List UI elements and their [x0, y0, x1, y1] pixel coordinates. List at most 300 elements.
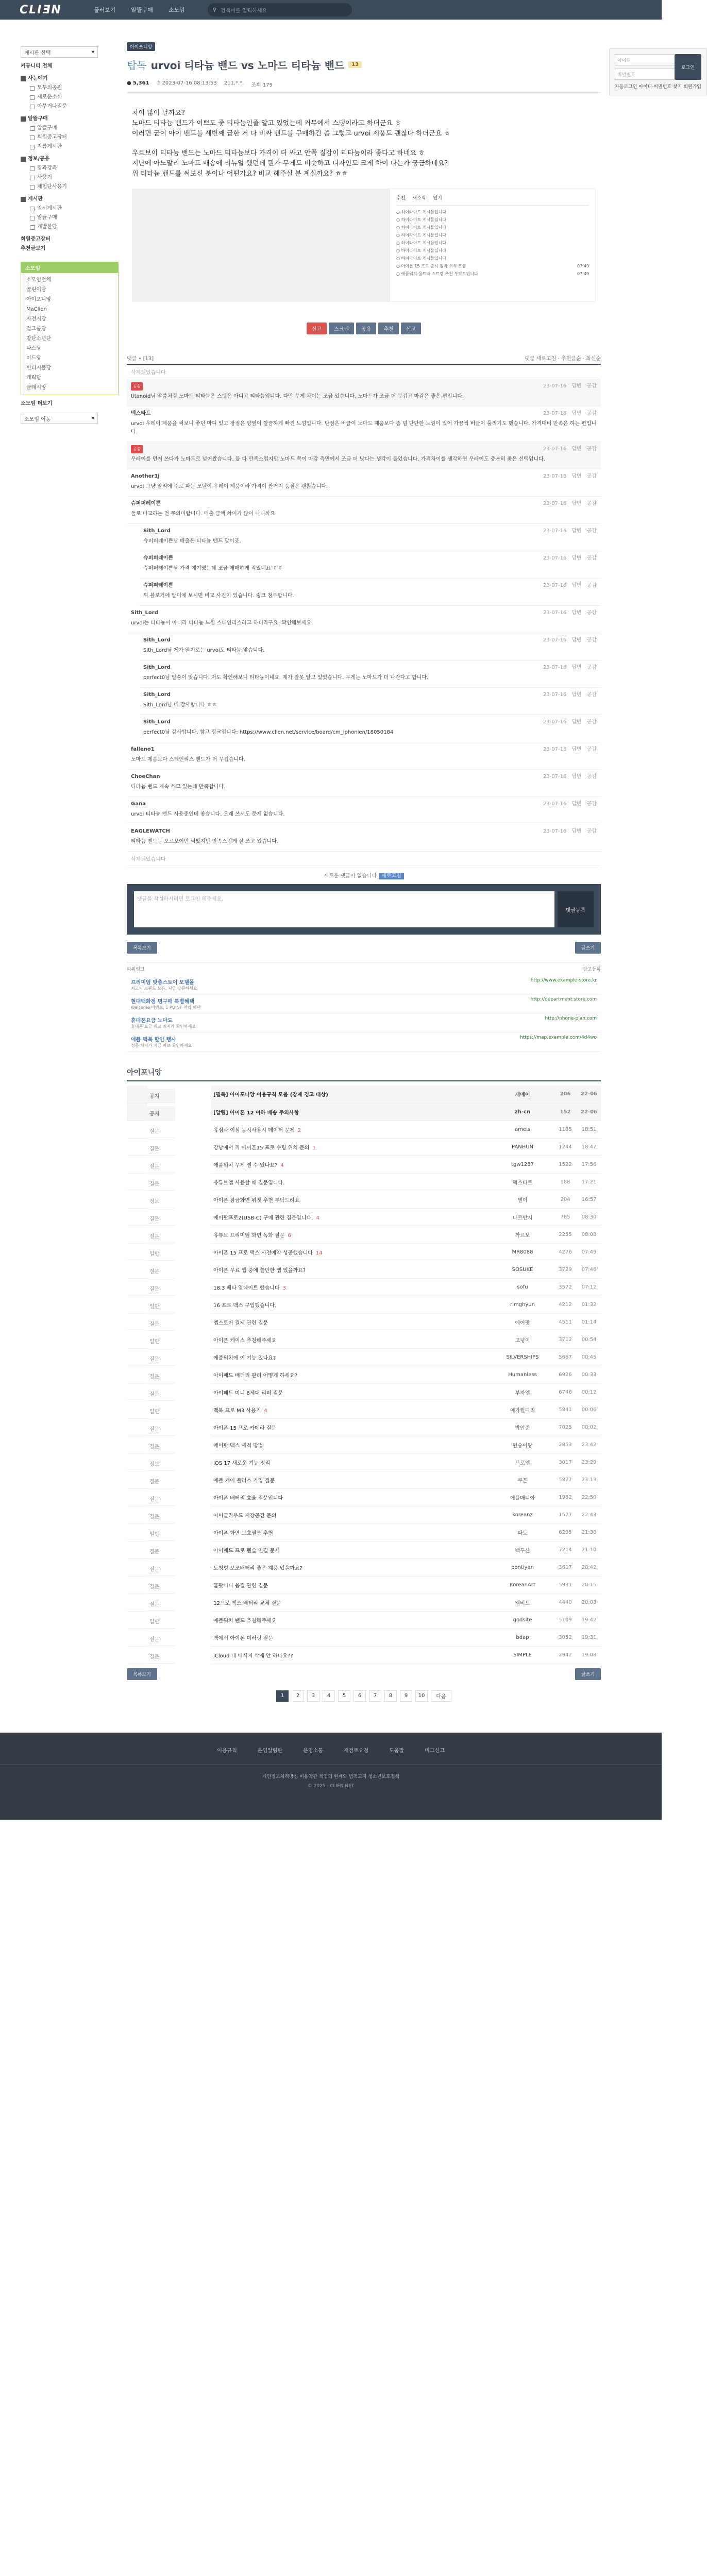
sidebar-category[interactable] [21, 114, 119, 124]
row-number [127, 1348, 147, 1366]
playlist-item[interactable] [396, 224, 589, 231]
comment-author[interactable]: Sith_Lord [131, 610, 158, 616]
row-author[interactable]: 쿠폰 [492, 1471, 553, 1488]
row-author[interactable]: 까르보 [492, 1226, 553, 1243]
table-row[interactable] [127, 1383, 601, 1401]
comments-sort[interactable]: 댓글 새로고침 · 추천글순 · 최신순 [525, 356, 601, 362]
ad-info[interactable]: 광고등록 [583, 967, 601, 972]
nav-groups[interactable]: 소모임 [168, 7, 185, 13]
footer-link[interactable]: 운영소통 [303, 1748, 323, 1754]
write-button[interactable]: 글쓰기 [575, 1668, 601, 1680]
row-number [127, 1576, 147, 1594]
row-title[interactable] [211, 1436, 492, 1453]
page-button[interactable]: 3 [307, 1690, 319, 1702]
row-title[interactable] [211, 1173, 492, 1191]
table-row[interactable] [127, 1086, 601, 1103]
table-row[interactable] [127, 1453, 601, 1471]
reply-button[interactable]: 답변 [571, 610, 582, 616]
playlist-item[interactable] [396, 231, 589, 239]
playlist-item-title: ○ 애플워치 울트라 스트랩 추천 부탁드립니다 [396, 272, 478, 276]
group-item[interactable]: 골린이당 [26, 287, 46, 293]
comment-author[interactable]: Sith_Lord [143, 528, 171, 534]
join-link[interactable]: 회원가입 [683, 84, 701, 90]
group-select[interactable]: 소모임 이동 ▾ [21, 413, 98, 424]
row-author[interactable]: pontiyan [492, 1558, 553, 1576]
group-item[interactable]: 방탄소년단 [26, 336, 52, 342]
row-title-text[interactable]: 애플 케어 플러스 가입 질문 [213, 1478, 275, 1484]
row-title-text[interactable]: 애플워치에 이 기능 있나요? [213, 1355, 276, 1361]
table-row[interactable] [127, 1488, 601, 1506]
table-row[interactable] [127, 1418, 601, 1436]
comment-author[interactable]: ChoeChan [131, 774, 160, 779]
page-button[interactable]: 1 [276, 1690, 289, 1702]
like-button[interactable]: 공감 [586, 501, 597, 506]
refresh-button[interactable]: 새로고침 [379, 873, 404, 879]
list-button[interactable]: 목록보기 [127, 1668, 157, 1680]
row-title[interactable] [211, 1646, 492, 1664]
page-button[interactable]: 6 [354, 1690, 366, 1702]
ad-title[interactable]: 휴대폰요금 노마드 [131, 1018, 173, 1024]
row-title-text[interactable]: 아이패드 프로 펜슬 연결 문제 [213, 1548, 280, 1554]
login-id-input[interactable]: 아이디 [615, 54, 677, 65]
table-row[interactable] [127, 1401, 601, 1418]
comment-author[interactable]: 슈퍼퍼레이쁜 [143, 583, 173, 588]
footer-link[interactable]: 이용규칙 [217, 1748, 237, 1754]
row-views: 1982 [553, 1488, 577, 1506]
group-item[interactable]: 캐릭당 [26, 375, 41, 381]
page-button[interactable]: 5 [338, 1690, 350, 1702]
row-author[interactable]: SOSUKE [492, 1261, 553, 1278]
row-title[interactable] [211, 1471, 492, 1488]
sidebar-item[interactable] [21, 93, 119, 102]
groups-more[interactable]: 소모임 더보기 [21, 401, 53, 406]
table-row[interactable] [127, 1138, 601, 1156]
group-item[interactable]: MaClien [26, 307, 47, 312]
row-author[interactable]: 엘비트 [492, 1594, 553, 1611]
group-item[interactable]: 소모임전체 [26, 277, 52, 283]
comment [139, 715, 601, 742]
row-title[interactable] [211, 1611, 492, 1629]
row-views: 4511 [553, 1313, 577, 1331]
like-button[interactable]: 공감 [586, 528, 597, 534]
row-title-text[interactable]: iOS 17 새로운 기능 정리 [213, 1460, 271, 1466]
sidebar-item[interactable] [21, 164, 119, 173]
comment-author[interactable]: Sith_Lord [143, 637, 171, 643]
row-title-text[interactable]: 아이폰 화면 보호필름 추천 [213, 1530, 273, 1536]
table-row[interactable] [127, 1436, 601, 1453]
playlist-item[interactable] [396, 247, 589, 255]
ad-title[interactable]: 애플 맥북 할인 행사 [131, 1037, 176, 1043]
reply-button[interactable]: 답변 [571, 828, 582, 834]
row-author[interactable]: 고녕이 [492, 1331, 553, 1348]
table-row[interactable] [127, 1313, 601, 1331]
row-author[interactable]: KoreanArt [492, 1576, 553, 1594]
sidebar-item[interactable] [21, 173, 119, 182]
video-placeholder[interactable] [132, 189, 390, 301]
find-account-link[interactable]: 아이디·비밀번호 찾기 [638, 84, 682, 90]
row-title-text[interactable]: 맥북 프로 M3 사용기 [213, 1408, 261, 1414]
checkbox-icon [30, 135, 35, 140]
row-title[interactable] [211, 1383, 492, 1401]
sidebar-item[interactable] [21, 102, 119, 111]
row-title-text[interactable]: 에어팟 맥스 세척 방법 [213, 1443, 263, 1449]
sidebar-item[interactable] [21, 133, 119, 142]
table-row[interactable] [127, 1296, 601, 1313]
row-author[interactable]: SILVERSHIPS [492, 1348, 553, 1366]
row-author[interactable]: rlmghyun [492, 1296, 553, 1313]
row-title[interactable] [211, 1506, 492, 1523]
sidebar-item-label: 아무거나질문 [37, 104, 67, 109]
row-author[interactable]: Humanless [492, 1366, 553, 1383]
reply-button[interactable]: 답변 [571, 665, 582, 670]
row-author[interactable]: 예가릴디리 [492, 1401, 553, 1418]
like-button[interactable]: 공감 [586, 692, 597, 698]
row-author[interactable]: MR8088 [492, 1243, 553, 1261]
reply-button[interactable]: 답변 [571, 583, 582, 588]
reply-button[interactable]: 답변 [571, 774, 582, 779]
alert-button[interactable]: 신고 [401, 323, 421, 334]
row-title[interactable] [211, 1523, 492, 1541]
board-tag[interactable]: 아이포니앙 [127, 42, 155, 51]
playlist-item[interactable] [396, 208, 589, 216]
comment-author[interactable]: Sith_Lord [143, 665, 171, 670]
sidebar-item[interactable] [21, 213, 119, 223]
playlist-item[interactable] [396, 216, 589, 224]
ad-item[interactable] [127, 975, 601, 994]
row-title-text[interactable]: 아이패드 미니 6세대 리퍼 질문 [213, 1390, 283, 1396]
like-button[interactable]: 공감 [586, 411, 597, 416]
ad-item[interactable] [127, 1032, 601, 1052]
row-title[interactable] [211, 1226, 492, 1243]
row-author[interactable]: 박안준 [492, 1418, 553, 1436]
like-button[interactable]: 공감 [586, 774, 597, 779]
row-title-text[interactable]: 유심과 이심 동시사용시 데이터 문제 [213, 1127, 295, 1133]
comment-author[interactable]: falleno1 [131, 747, 155, 752]
row-author[interactable]: 부자앱 [492, 1383, 553, 1401]
row-title[interactable] [211, 1261, 492, 1278]
row-title[interactable] [211, 1243, 492, 1261]
row-author[interactable]: 맥스타트 [492, 1173, 553, 1191]
reply-button[interactable]: 답변 [571, 637, 582, 643]
list-button[interactable]: 목록보기 [127, 942, 157, 954]
row-title[interactable] [211, 1348, 492, 1366]
playlist-item[interactable] [396, 239, 589, 247]
reply-button[interactable]: 답변 [571, 501, 582, 506]
group-item[interactable]: 미드당 [26, 355, 41, 361]
row-title-text[interactable]: 16 프로 맥스 구입했습니다. [213, 1302, 277, 1309]
comment-author[interactable]: Another1j [131, 473, 160, 479]
reply-button[interactable]: 답변 [571, 473, 582, 479]
page-button[interactable]: 10 [415, 1690, 428, 1702]
sidebar-item[interactable] [21, 223, 119, 232]
sidebar-category[interactable] [21, 155, 119, 164]
table-row[interactable] [127, 1471, 601, 1488]
like-button[interactable]: 공감 [586, 446, 597, 452]
comment-textarea[interactable]: 댓글을 작성하시려면 로그인 해주세요. [134, 891, 554, 927]
tab-popular[interactable]: 인기 [433, 196, 442, 201]
logo[interactable]: CLIƎN [20, 3, 62, 16]
row-title[interactable] [211, 1366, 492, 1383]
sidebar-item[interactable] [21, 124, 119, 133]
table-row[interactable] [127, 1331, 601, 1348]
row-title-text[interactable]: 에어팟프로2(USB-C) 구매 관련 질문입니다. [213, 1215, 313, 1221]
row-title[interactable] [211, 1103, 492, 1121]
table-row[interactable] [127, 1226, 601, 1243]
login-pw-input[interactable]: 비밀번호 [615, 69, 677, 80]
like-button[interactable]: 공감 [586, 473, 597, 479]
reply-button[interactable]: 답변 [571, 692, 582, 698]
sidebar-category[interactable] [21, 74, 119, 83]
ad-url[interactable]: https://map.example.com/4d4wo [519, 1035, 597, 1040]
row-author[interactable]: koreanz [492, 1506, 553, 1523]
row-title-text[interactable]: iCloud 내 메시지 삭제 안 하나요?? [213, 1653, 293, 1659]
report-button[interactable]: 신고 [307, 323, 327, 334]
row-title-text[interactable]: 아이클라우드 저장공간 문의 [213, 1513, 277, 1519]
row-views: 4212 [553, 1296, 577, 1313]
row-author[interactable]: sofu [492, 1278, 553, 1296]
row-title-text[interactable]: 아이폰 15 프로 카메라 질문 [213, 1425, 277, 1431]
comment-author[interactable]: 슈퍼퍼레이쁜 [143, 555, 173, 561]
row-author[interactable]: SIMPLE [492, 1646, 553, 1664]
row-author[interactable]: 재매이 [492, 1086, 553, 1103]
footer-link[interactable]: 운영알림판 [257, 1748, 283, 1754]
row-title[interactable] [211, 1191, 492, 1208]
row-title-text[interactable]: 아이폰 케이스 추천해주세요 [213, 1337, 277, 1344]
row-title-text[interactable]: 애플워치 무게 잴 수 있나요? [213, 1162, 278, 1168]
row-title-text[interactable]: 아이폰 15 프로 맥스 사전예약 성공했습니다 [213, 1250, 313, 1256]
row-title-text[interactable]: 아이폰 배터리 효율 질문입니다 [213, 1495, 283, 1501]
table-row[interactable] [127, 1156, 601, 1173]
like-button[interactable]: 공감 [586, 555, 597, 561]
board-select[interactable]: 게시판 선택 ▾ [21, 46, 98, 58]
row-title[interactable] [211, 1401, 492, 1418]
sidebar-item[interactable] [21, 83, 119, 93]
like-button[interactable]: 공감 [586, 828, 597, 834]
row-title-text[interactable]: 강남에서 직 아이폰15 프로 수령 위치 문의 [213, 1145, 310, 1151]
table-row[interactable] [127, 1646, 601, 1664]
group-item[interactable]: 나스당 [26, 346, 41, 351]
row-title[interactable] [211, 1594, 492, 1611]
like-button[interactable]: 공감 [586, 747, 597, 752]
table-row[interactable] [127, 1594, 601, 1611]
sidebar-home[interactable]: 커뮤니티 전체 [21, 63, 53, 69]
scrap-button[interactable]: 스크랩 [329, 323, 354, 334]
group-item[interactable]: 자전거당 [26, 316, 46, 322]
ad-url[interactable]: http://department.store.com [530, 997, 597, 1002]
table-row[interactable] [127, 1103, 601, 1121]
row-title-text[interactable]: 아이폰 잠금화면 위젯 추천 부탁드려요 [213, 1197, 300, 1204]
row-title[interactable] [211, 1296, 492, 1313]
like-button[interactable]: 공감 [586, 665, 597, 670]
search-input[interactable] [208, 3, 352, 16]
sidebar-recommended[interactable]: 추천글보기 [21, 246, 46, 251]
reply-button[interactable]: 답변 [571, 383, 582, 389]
like-button[interactable]: 공감 [586, 801, 597, 807]
row-author[interactable]: ameis [492, 1121, 553, 1138]
row-title-text[interactable]: [알림] 아이폰 12 이하 배송 주의사항 [213, 1110, 299, 1116]
group-item[interactable]: 빈티지볼당 [26, 365, 52, 371]
reply-button[interactable]: 답변 [571, 446, 582, 452]
row-number [127, 1226, 147, 1243]
reply-button[interactable]: 답변 [571, 555, 582, 561]
reply-button[interactable]: 답변 [571, 747, 582, 752]
row-title-text[interactable]: 맥에서 아이폰 미러링 질문 [213, 1635, 273, 1641]
row-title[interactable] [211, 1313, 492, 1331]
row-author[interactable]: 별이 [492, 1191, 553, 1208]
table-row[interactable] [127, 1348, 601, 1366]
row-title-text[interactable]: [필독] 아이포니앙 이용규칙 모음 (강제 경고 대상) [213, 1092, 328, 1098]
table-row[interactable] [127, 1243, 601, 1261]
footer-link[interactable]: 버그신고 [425, 1748, 445, 1754]
sidebar-category[interactable] [21, 195, 119, 204]
footer-link[interactable]: 재검토요청 [343, 1748, 369, 1754]
row-author[interactable]: 파도 [492, 1523, 553, 1541]
playlist-item[interactable] [396, 262, 589, 270]
row-author[interactable]: zh-cn [492, 1103, 553, 1121]
ad-url[interactable]: http://www.example-store.kr [530, 978, 597, 983]
reply-button[interactable]: 답변 [571, 801, 582, 807]
comment-submit-button[interactable]: 댓글등록 [558, 891, 594, 927]
table-row[interactable] [127, 1278, 601, 1296]
sidebar-item[interactable] [21, 142, 119, 151]
row-author[interactable]: tgw1287 [492, 1156, 553, 1173]
like-button[interactable]: 공감 [586, 719, 597, 725]
ad-title[interactable]: 프리미엄 맞춤스토어 모델몰 [131, 980, 194, 986]
row-title-text[interactable]: 앱스토어 결제 관련 질문 [213, 1320, 268, 1326]
table-row[interactable] [127, 1558, 601, 1576]
reply-button[interactable]: 답변 [571, 719, 582, 725]
like-button[interactable]: 공감 [586, 610, 597, 616]
group-item[interactable]: 걸그룹당 [26, 326, 46, 332]
row-category: 일반 [147, 1614, 175, 1629]
row-author[interactable]: 나르반지 [492, 1208, 553, 1226]
comment-author[interactable]: Sith_Lord [143, 692, 171, 698]
reply-button[interactable]: 답변 [571, 528, 582, 534]
row-author[interactable]: 백두산 [492, 1541, 553, 1558]
tab-new[interactable]: 새소식 [412, 196, 426, 201]
row-title-text[interactable]: 애플워치 밴드 추천해주세요 [213, 1618, 277, 1624]
table-row[interactable] [127, 1506, 601, 1523]
table-row[interactable] [127, 1366, 601, 1383]
row-title[interactable] [211, 1208, 492, 1226]
table-row[interactable] [127, 1191, 601, 1208]
sidebar-item[interactable] [21, 182, 119, 192]
like-button[interactable]: 공감 [586, 637, 597, 643]
ad-url[interactable]: http://phone-plan.com [545, 1016, 597, 1021]
page-button[interactable]: 8 [384, 1690, 397, 1702]
row-title-text[interactable]: 아이폰 무료 앱 중에 쓸만한 앱 있을까요? [213, 1267, 306, 1274]
sidebar-item-label: 알뜰구매 [37, 215, 57, 221]
sidebar-item[interactable] [21, 204, 119, 213]
page-button[interactable]: 7 [369, 1690, 381, 1702]
comment-time: 23-07-16 [543, 501, 567, 506]
group-item[interactable]: 클래시앙 [26, 385, 46, 391]
row-title[interactable] [211, 1331, 492, 1348]
table-row[interactable] [127, 1629, 601, 1646]
sidebar-used-market[interactable]: 회원중고장터 [21, 236, 50, 242]
playlist-item[interactable] [396, 270, 589, 278]
like-button[interactable]: 공감 [586, 583, 597, 588]
row-title[interactable] [211, 1418, 492, 1436]
comment-author[interactable]: Sith_Lord [143, 719, 171, 725]
table-row[interactable] [127, 1576, 601, 1594]
row-author[interactable]: 프로앱 [492, 1453, 553, 1471]
ad-title[interactable]: 현대백화점 명구매 특별혜택 [131, 999, 194, 1005]
row-author[interactable]: 원숭이왕 [492, 1436, 553, 1453]
login-button[interactable]: 로그인 [675, 54, 701, 80]
page-button[interactable]: 4 [323, 1690, 335, 1702]
row-title[interactable] [211, 1488, 492, 1506]
comment-author[interactable]: EAGLEWATCH [131, 828, 171, 834]
tab-recommend[interactable]: 추천 [396, 196, 406, 201]
recommend-button[interactable]: 추천 [378, 323, 398, 334]
page-button[interactable]: 9 [400, 1690, 412, 1702]
playlist-item[interactable] [396, 255, 589, 262]
page-button[interactable]: 2 [292, 1690, 304, 1702]
row-title-text[interactable]: 유튜브 프리미엄 화면 녹화 질문 [213, 1232, 285, 1239]
row-title-text[interactable]: 18.3 베타 업데이트 했습니다 [213, 1285, 280, 1291]
group-item[interactable]: 아이포니앙 [26, 297, 52, 302]
table-row[interactable] [127, 1121, 601, 1138]
row-author[interactable]: godsite [492, 1611, 553, 1629]
comment-author[interactable]: 맥스타트 [131, 411, 151, 416]
row-title[interactable] [211, 1453, 492, 1471]
board-title[interactable]: 아이포니앙 [127, 1067, 601, 1081]
row-title-text[interactable]: 12프로 맥스 배터리 교체 질문 [213, 1600, 281, 1606]
table-row[interactable] [127, 1523, 601, 1541]
category-label: 정보/공유 [28, 156, 50, 162]
row-title[interactable] [211, 1156, 492, 1173]
ad-item[interactable] [127, 1013, 601, 1032]
next-page-button[interactable]: 다음 [431, 1690, 451, 1702]
row-title-text[interactable]: 홈팟미니 음질 관련 질문 [213, 1583, 268, 1589]
comment-time: 23-07-16 [543, 719, 567, 725]
like-button[interactable]: 공감 [586, 383, 597, 389]
row-author[interactable]: bdap [492, 1629, 553, 1646]
row-title[interactable] [211, 1121, 492, 1138]
row-author[interactable]: PANHUN [492, 1138, 553, 1156]
footer-link[interactable]: 도움말 [389, 1748, 405, 1754]
footer-policy[interactable]: 개인정보처리방침 이용약관 책임의 한계와 법적고지 청소년보호정책 [262, 1774, 400, 1780]
table-row[interactable] [127, 1611, 601, 1629]
nav-deals[interactable]: 알뜰구매 [131, 7, 153, 13]
table-row[interactable] [127, 1208, 601, 1226]
table-row[interactable] [127, 1261, 601, 1278]
ad-item[interactable] [127, 994, 601, 1013]
table-row[interactable] [127, 1173, 601, 1191]
auto-login-checkbox[interactable]: 자동로그인 [615, 84, 637, 90]
row-title-text[interactable]: 유튜브앱 사용할 때 질문입니다. [213, 1180, 285, 1186]
write-button[interactable]: 글쓰기 [575, 942, 601, 954]
row-title[interactable] [211, 1576, 492, 1594]
comment-author[interactable]: Gana [131, 801, 146, 807]
row-title-text[interactable]: 아이패드 배터리 관리 어떻게 하세요? [213, 1372, 298, 1379]
comment-author[interactable]: 슈퍼퍼레이쁜 [131, 501, 161, 506]
row-title[interactable] [211, 1086, 492, 1103]
share-button[interactable]: 공유 [356, 323, 376, 334]
table-row[interactable] [127, 1541, 601, 1558]
row-title[interactable] [211, 1558, 492, 1576]
reply-button[interactable]: 답변 [571, 411, 582, 416]
row-author[interactable]: 에어팟 [492, 1313, 553, 1331]
nav-browse[interactable]: 둘러보기 [93, 7, 116, 13]
row-author[interactable]: 애플매니아 [492, 1488, 553, 1506]
row-title[interactable] [211, 1541, 492, 1558]
row-title[interactable] [211, 1138, 492, 1156]
row-title[interactable] [211, 1629, 492, 1646]
row-title[interactable] [211, 1278, 492, 1296]
row-title-text[interactable]: 도청형 보조배터리 좋은 제품 있을까요? [213, 1565, 302, 1571]
